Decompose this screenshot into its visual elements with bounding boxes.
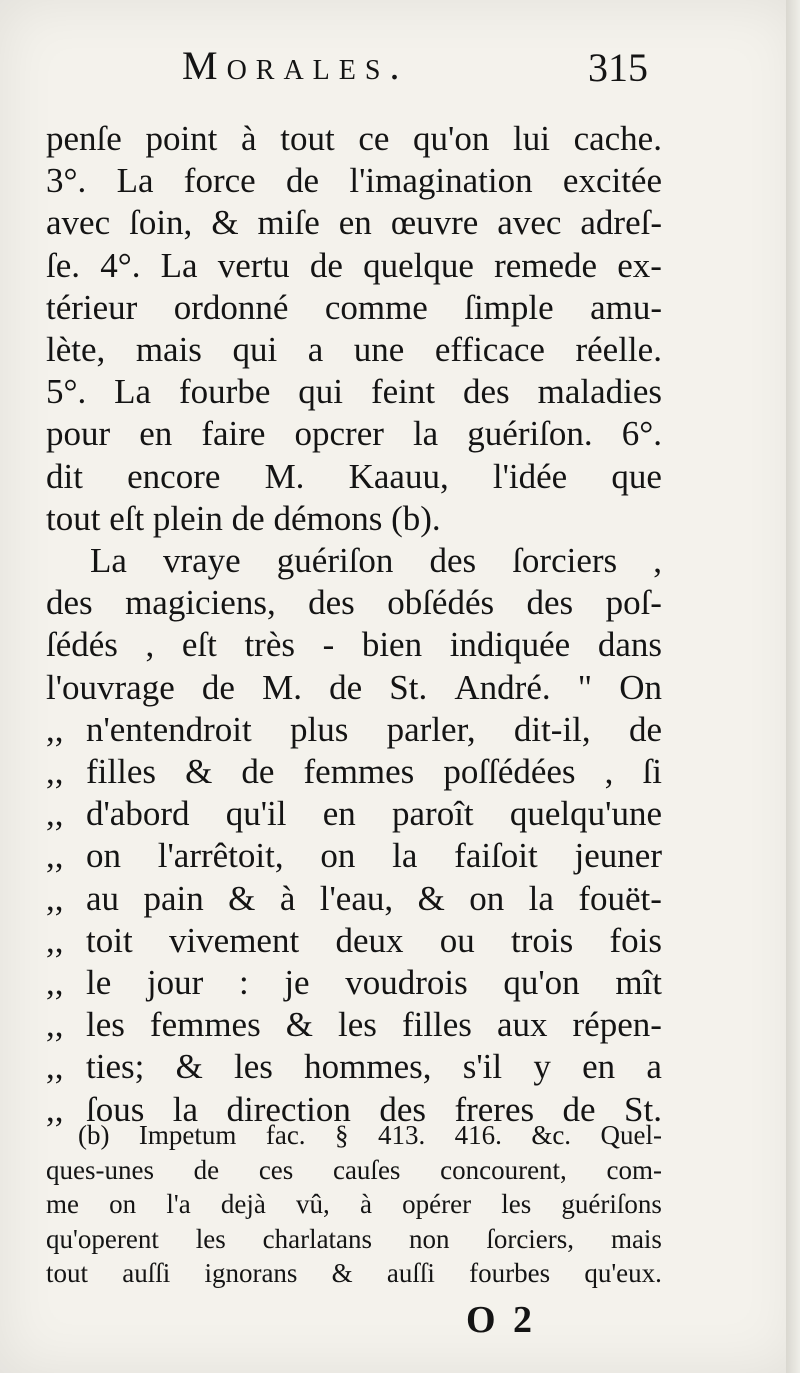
quote-line	[46, 709, 662, 751]
quote-mark: ,,	[46, 878, 64, 918]
quote-line	[46, 835, 662, 877]
quote-text: au pain & à l'eau, & on la fouët-	[86, 878, 662, 918]
text-line: térieur ordonné comme ſimple amu-	[46, 287, 662, 327]
signature-mark: O 2	[466, 1299, 537, 1341]
quote-line	[46, 878, 662, 920]
text-line: penſe point à tout ce qu'on lui cache.	[46, 119, 662, 158]
quote-line	[46, 1004, 662, 1046]
quote-mark: ,,	[46, 836, 64, 876]
text-line: l'ouvrage de M. de St. André. " On	[46, 667, 662, 707]
quote-line	[46, 751, 662, 793]
page-header	[0, 42, 800, 102]
text-line: 5°. La fourbe qui feint des maladies	[46, 372, 662, 412]
footnote	[46, 1118, 662, 1291]
quote-mark: ,,	[46, 709, 64, 749]
quote-mark: ,,	[46, 963, 64, 1003]
quote-text: on l'arrêtoit, on la faiſoit jeuner	[86, 836, 662, 876]
quote-line	[46, 920, 662, 962]
quote-text: filles & de femmes poſſédées , ſi	[86, 752, 662, 792]
quote-text: le jour : je voudrois qu'on mît	[86, 963, 662, 1003]
body-text	[46, 118, 662, 1131]
quote-text: n'entendroit plus parler, dit-il, de	[86, 709, 662, 749]
quote-text: les femmes & les filles aux répen-	[86, 1005, 662, 1045]
quote-mark: ,,	[46, 1005, 64, 1045]
quote-text: toit vivement deux ou trois fois	[86, 920, 662, 960]
footnote-line: (b) Impetum fac. § 413. 416. &c. Quel-	[78, 1120, 662, 1150]
quote-line	[46, 793, 662, 835]
footnote-line: me on l'a dejà vû, à opérer les guériſons	[46, 1189, 662, 1219]
text-line: dit encore M. Kaauu, l'idée que	[46, 456, 662, 496]
quote-text: ſous la direction des freres de St.	[86, 1089, 662, 1129]
footnote-line: ques-unes de ces cauſes concourent, com-	[46, 1154, 662, 1185]
quote-mark: ,,	[46, 794, 64, 834]
quote-text: ties; & les hommes, s'il y en a	[86, 1047, 662, 1087]
text-line: ſédés , eſt très - bien indiquée dans	[46, 625, 662, 665]
text-line: avec ſoin, & miſe en œuvre avec adreſ-	[46, 203, 662, 243]
text-line: des magiciens, des obſédés des poſ-	[46, 583, 662, 623]
quote-mark: ,,	[46, 1089, 64, 1129]
quote-text: d'abord qu'il en paroît quelqu'une	[86, 794, 662, 834]
quote-mark: ,,	[46, 1047, 64, 1087]
quote-mark: ,,	[46, 920, 64, 960]
text-line: La vraye guériſon des ſorciers ,	[90, 541, 662, 581]
quote-mark: ,,	[46, 752, 64, 792]
text-line: lète, mais qui a une efficace réelle.	[46, 330, 662, 370]
text-line: pour en faire opcrer la guériſon. 6°.	[46, 414, 662, 454]
quote-line	[46, 1046, 662, 1088]
text-line: ſe. 4°. La vertu de quelque remede ex-	[46, 245, 662, 285]
footnote-line: qu'operent les charlatans non ſorciers, mais	[46, 1223, 662, 1254]
footnote-line: tout auſſi ignorans & auſſi fourbes qu'eux.	[46, 1258, 662, 1288]
text-line: 3°. La force de l'imagination excitée	[46, 161, 662, 201]
quote-line	[46, 962, 662, 1004]
running-title: Morales.	[182, 43, 409, 88]
page-number: 315	[588, 45, 648, 90]
page-edge	[786, 0, 800, 1373]
text-line: tout eſt plein de démons (b).	[46, 498, 441, 538]
